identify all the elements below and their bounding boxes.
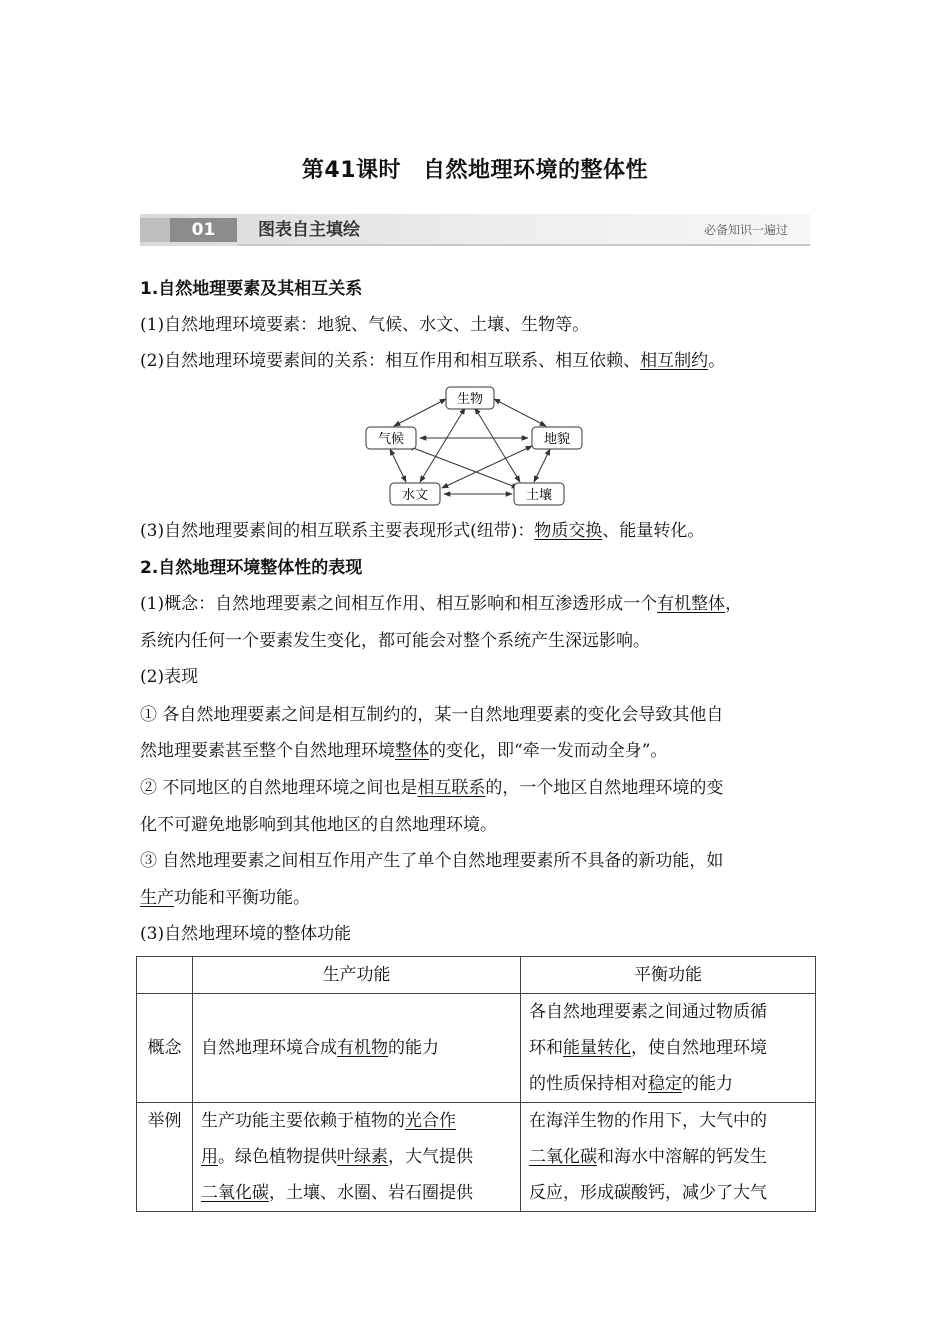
lesson-number: 第41课时: [301, 158, 402, 183]
concept-suffix: ，: [725, 594, 743, 614]
point1-line1: ① 各自然地理要素之间是相互制约的，某一自然地理要素的变化会导致其他自: [140, 705, 724, 725]
point3-line1: ③ 自然地理要素之间相互作用产生了单个自然地理要素所不具备的新功能，如: [140, 851, 724, 871]
node-landform: [532, 427, 582, 449]
node-soil-label: 土壤: [525, 488, 553, 503]
item3-suffix: 、能量转化。: [602, 521, 705, 541]
lesson-topic: 自然地理环境的整体性: [423, 158, 649, 183]
row-label-example: 举例: [137, 1103, 193, 1212]
example-production-text: [201, 1103, 512, 1211]
node-water: [390, 483, 440, 505]
p1-suffix: 的变化，即“牵一发而动全身”。: [429, 741, 668, 761]
section1-heading: 1.自然地理要素及其相互关系: [140, 279, 363, 299]
table-header-row: [137, 957, 816, 994]
ex-prod-answer-chlorophyll: 叶绿素: [337, 1147, 388, 1167]
prod-concept-prefix: 自然地理环境合成: [201, 1038, 337, 1058]
table-header-production: 生产功能: [193, 957, 521, 994]
ex-prod-answer-co2: 二氧化碳: [201, 1183, 269, 1203]
concept-balance-cell: [521, 994, 816, 1103]
p3-suffix: 功能和平衡功能。: [174, 888, 310, 908]
function-heading: (3)自然地理环境的整体功能: [140, 924, 352, 944]
node-water-label: 水文: [401, 488, 429, 503]
ex-bal-line2-suffix: 和海水中溶解的钙发生: [597, 1147, 767, 1167]
ex-bal-answer-co2: 二氧化碳: [529, 1147, 597, 1167]
item2-suffix: 。: [708, 351, 726, 371]
concept-answer: 有机整体: [657, 594, 726, 614]
point2-line1: [140, 776, 723, 800]
ex-prod-line2-suffix: ，大气提供: [388, 1147, 473, 1167]
prod-concept-answer: 有机物: [337, 1038, 388, 1058]
example-balance-cell: [521, 1103, 816, 1212]
example-production-cell: [193, 1103, 521, 1212]
node-bio: [446, 387, 494, 409]
ex-bal-line3: 反应，形成碳酸钙，减少了大气: [529, 1183, 767, 1203]
example-balance-text: [529, 1103, 807, 1211]
bal-line1: 各自然地理要素之间通过物质循: [529, 1002, 767, 1022]
section-banner: [140, 214, 810, 246]
prod-concept-suffix: 的能力: [388, 1038, 439, 1058]
bal-line2-suffix: ，使自然地理环境: [631, 1038, 767, 1058]
banner-number: 01: [140, 218, 237, 242]
arrow-bio-water: [420, 408, 465, 482]
bal-answer-stable: 稳定: [648, 1074, 682, 1094]
item2-prefix: (2)自然地理环境要素间的关系：相互作用和相互联系、相互依赖、: [140, 351, 641, 371]
ex-prod-answer-photosynthesis-a: 光合作: [405, 1111, 456, 1131]
p1-answer: 整体: [395, 741, 429, 761]
concept-line1: [140, 592, 742, 616]
table-header-balance: 平衡功能: [521, 957, 816, 994]
banner-underline: [237, 244, 810, 246]
section2-heading: 2.自然地理环境整体性的表现: [140, 558, 363, 578]
ex-bal-line2: [529, 1139, 807, 1175]
banner-heading: 图表自主填绘: [258, 220, 360, 240]
function-table: [136, 956, 816, 1212]
ex-prod-line3: [201, 1175, 512, 1211]
section1-item3: [140, 519, 704, 543]
page-title: [0, 153, 950, 184]
ex-prod-line2: [201, 1139, 512, 1175]
point2-line2: 化不可避免地影响到其他地区的自然地理环境。: [140, 815, 497, 835]
concept-production-cell: [193, 994, 521, 1103]
ex-prod-line3-suffix: ，土壤、水圈、岩石圈提供: [269, 1183, 473, 1203]
node-climate: [366, 427, 416, 449]
bal-line3-suffix: 的能力: [682, 1074, 733, 1094]
node-climate-label: 气候: [377, 432, 405, 447]
bal-answer-energy: 能量转化: [563, 1038, 631, 1058]
banner-subtitle: 必备知识一遍过: [703, 223, 788, 237]
performance-heading: (2)表现: [140, 667, 199, 687]
p3-answer: 生产: [140, 888, 174, 908]
row-label-concept: 概念: [137, 994, 193, 1103]
ex-prod-answer-photosynthesis-b: 用: [201, 1147, 218, 1167]
bal-line2-prefix: 环和: [529, 1038, 563, 1058]
ex-prod-mid: 。绿色植物提供: [218, 1147, 337, 1167]
concept-line2: 系统内任何一个要素发生变化，都可能会对整个系统产生深远影响。: [140, 631, 650, 651]
arrow-bio-climate: [394, 399, 446, 426]
elements-relationship-diagram: [360, 382, 590, 510]
table-header-blank: [137, 957, 193, 994]
table-row: [137, 994, 816, 1103]
item2-answer: 相互制约: [640, 351, 709, 371]
p1-prefix: 然地理要素甚至整个自然地理环境: [140, 741, 395, 761]
section1-item2: [140, 349, 725, 373]
item3-answer: 物质交换: [534, 521, 603, 541]
p2-answer: 相互联系: [417, 778, 486, 798]
arrow-bio-landform: [494, 399, 546, 426]
ex-bal-line1: 在海洋生物的作用下，大气中的: [529, 1111, 767, 1131]
concept-prefix: (1)概念：自然地理要素之间相互作用、相互影响和相互渗透形成一个: [140, 594, 658, 614]
table-row: [137, 1103, 816, 1212]
p2-prefix: ② 不同地区的自然地理环境之间也是: [140, 778, 418, 798]
ex-prod-line1: [201, 1103, 512, 1139]
node-soil: [514, 483, 564, 505]
p2-suffix: 的，一个地区自然地理环境的变: [485, 778, 724, 798]
arrow-climate-water: [390, 449, 406, 482]
item3-prefix: (3)自然地理要素间的相互联系主要表现形式(纽带)：: [140, 521, 535, 541]
ex-prod-prefix: 生产功能主要依赖于植物的: [201, 1111, 405, 1131]
bal-line2: [529, 1030, 807, 1066]
section1-item1: (1)自然地理环境要素：地貌、气候、水文、土壤、生物等。: [140, 315, 590, 335]
node-bio-label: 生物: [456, 392, 484, 407]
node-landform-label: 地貌: [543, 432, 571, 447]
bal-line3-prefix: 的性质保持相对: [529, 1074, 648, 1094]
arrow-landform-water: [442, 446, 532, 488]
point3-line2: [140, 886, 310, 910]
arrow-landform-soil: [534, 449, 550, 482]
point1-line2: [140, 739, 667, 763]
bal-line3: [529, 1066, 807, 1102]
arrow-bio-soil: [475, 408, 520, 482]
